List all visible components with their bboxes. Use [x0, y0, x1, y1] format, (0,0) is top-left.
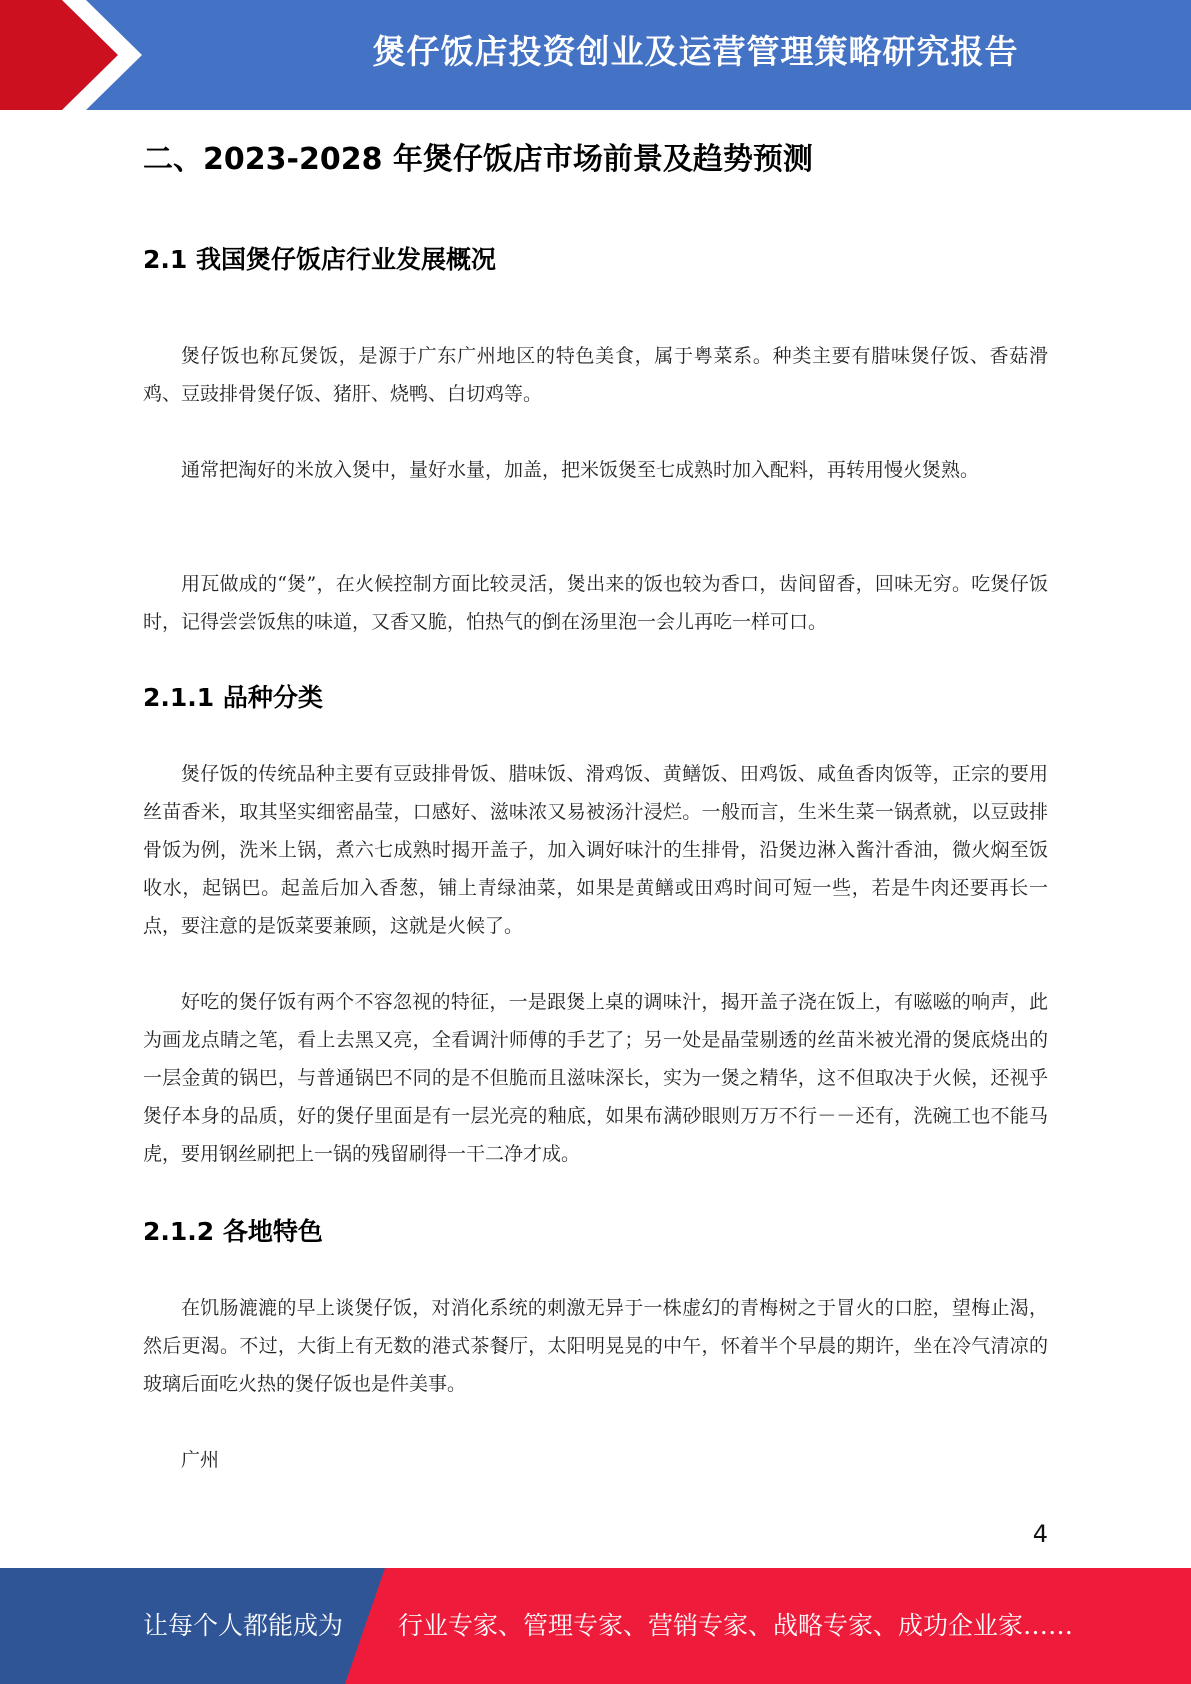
subsection-heading-2-1-1: 2.1.1 品种分类 [143, 683, 323, 712]
footer-banner [0, 1568, 1191, 1684]
paragraph: 通常把淘好的米放入煲中，量好水量，加盖，把米饭煲至七成熟时加入配料，再转用慢火煲熟。 [181, 459, 980, 481]
section-title: 二、2023-2028 年煲仔饭店市场前景及趋势预测 [143, 142, 813, 177]
footer-slogan-right: 行业专家、管理专家、营销专家、战略专家、成功企业家…… [398, 1611, 1074, 1640]
paragraph: 广州 [181, 1449, 220, 1471]
paragraph: 煲仔饭的传统品种主要有豆豉排骨饭、腊味饭、滑鸡饭、黄鳝饭、田鸡饭、咸鱼香肉饭等，正宗的要用丝苗香米，取其坚实细密晶莹，口感好、滋味浓又易被汤汁浸烂。一般而言，生米生菜一锅煮就，以豆豉排骨饭为例，洗米上锅，煮六七成熟时揭开盖子，加入调好味汁的生排骨，沿煲边淋入酱汁香油，微火焖至饭收水，起锅巴。起盖后加入香葱，铺上青绿油菜，如果是黄鳝或田鸡时间可短一些，若是牛肉还要再长一点，要注意的是饭菜要兼顾，这就是火候了。 [143, 763, 1048, 937]
paragraph: 用瓦做成的“煲”，在火候控制方面比较灵活，煲出来的饭也较为香口，齿间留香，回味无穷。吃煲仔饭时，记得尝尝饭焦的味道，又香又脆，怕热气的倒在汤里泡一会儿再吃一样可口。 [143, 573, 1048, 633]
paragraph: 在饥肠漉漉的早上谈煲仔饭，对消化系统的刺激无异于一株虚幻的青梅树之于冒火的口腔，望梅止渴，然后更渴。不过，大街上有无数的港式茶餐厅，太阳明晃晃的中午，怀着半个早晨的期许，坐在冷气清凉的玻璃后面吃火热的煲仔饭也是件美事。 [143, 1297, 1048, 1395]
paragraph: 煲仔饭也称瓦煲饭，是源于广东广州地区的特色美食，属于粤菜系。种类主要有腊味煲仔饭、香菇滑鸡、豆豉排骨煲仔饭、猪肝、烧鸭、白切鸡等。 [143, 345, 1048, 405]
page-number: 4 [1032, 1520, 1048, 1548]
chevron-arrow-icon [0, 0, 160, 110]
subsection-heading-2-1: 2.1 我国煲仔饭店行业发展概况 [143, 245, 496, 274]
document-body [143, 130, 1048, 1471]
header-banner [0, 0, 1191, 110]
paragraph: 好吃的煲仔饭有两个不容忽视的特征，一是跟煲上桌的调味汁，揭开盖子浇在饭上，有嗞嗞的响声，此为画龙点睛之笔，看上去黑又亮，全看调汁师傅的手艺了；另一处是晶莹剔透的丝苗米被光滑的煲底烧出的一层金黄的锅巴，与普通锅巴不同的是不但脆而且滋味深长，实为一煲之精华，这不但取决于火候，还视乎煲仔本身的品质，好的煲仔里面是有一层光亮的釉底，如果布满砂眼则万万不行－－还有，洗碗工也不能马虎，要用钢丝刷把上一锅的残留刷得一干二净才成。 [143, 991, 1048, 1165]
subsection-heading-2-1-2: 2.1.2 各地特色 [143, 1217, 323, 1246]
footer-slogan-left: 让每个人都能成为 [143, 1611, 344, 1640]
report-title: 煲仔饭店投资创业及运营管理策略研究报告 [372, 32, 1019, 71]
